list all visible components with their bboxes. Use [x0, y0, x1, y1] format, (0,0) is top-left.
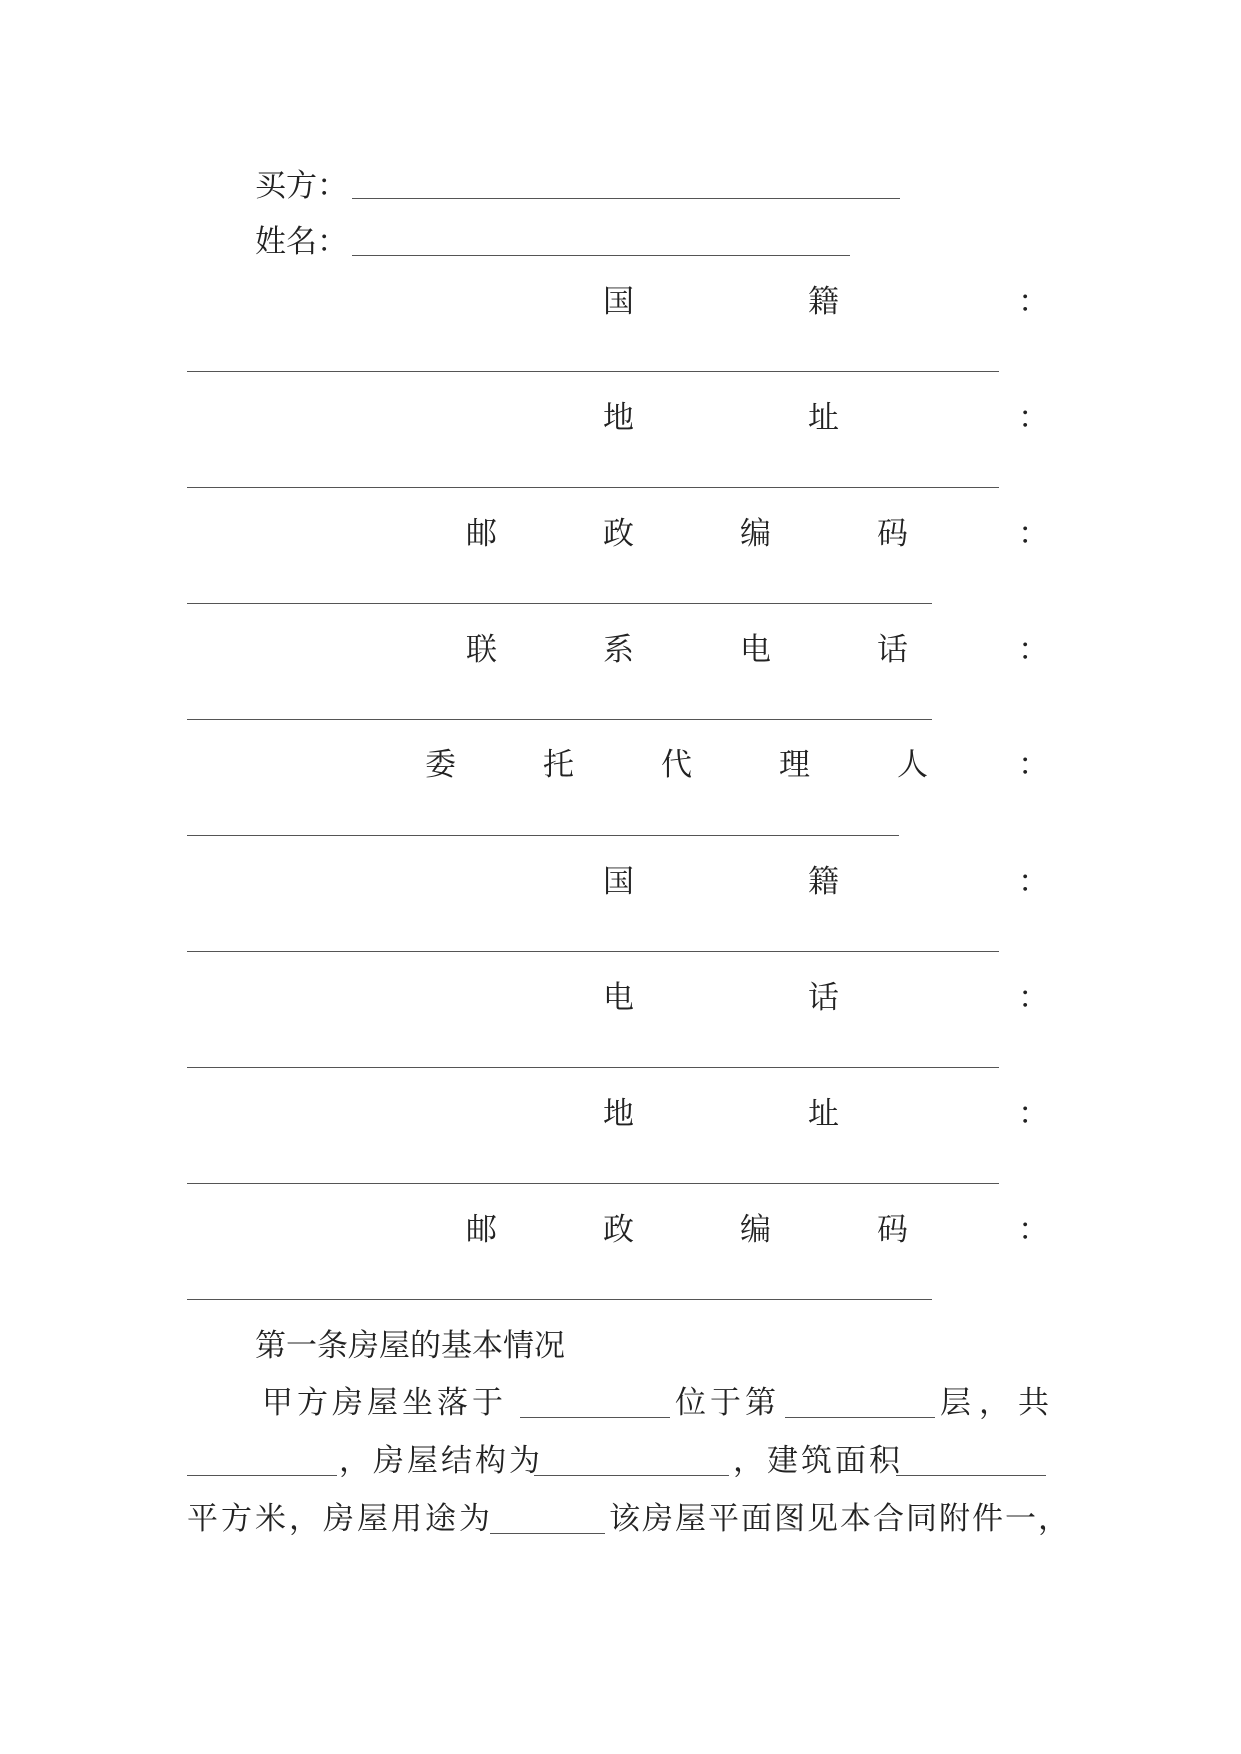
phone-label: [0, 978, 1241, 1018]
phone-label: [0, 630, 1241, 670]
nationality-label: [0, 862, 1241, 902]
label-char: 籍: [808, 864, 839, 900]
phone-blank[interactable]: [187, 719, 932, 720]
name-label: 姓名：: [255, 224, 348, 260]
nationality-blank[interactable]: [187, 951, 999, 952]
nationality-label: [0, 282, 1241, 322]
colon: ：: [1018, 284, 1049, 320]
colon: ：: [1018, 1212, 1049, 1248]
label-char: 代: [661, 747, 692, 783]
article-text: 平方米，房屋用途为: [187, 1501, 493, 1537]
phone-blank[interactable]: [187, 1067, 999, 1068]
label-char: 地: [603, 1096, 634, 1132]
address-label: [0, 1094, 1241, 1134]
label-char: 托: [543, 747, 574, 783]
colon: ：: [1018, 864, 1049, 900]
address-blank[interactable]: [187, 487, 999, 488]
usage-blank[interactable]: [490, 1533, 605, 1534]
label-char: 电: [740, 632, 771, 668]
location-blank[interactable]: [520, 1417, 670, 1418]
label-char: 人: [897, 747, 928, 783]
label-char: 政: [603, 516, 634, 552]
label-char: 电: [603, 980, 634, 1016]
floor-blank[interactable]: [785, 1417, 935, 1418]
label-char: 籍: [808, 284, 839, 320]
label-char: 编: [740, 1212, 771, 1248]
label-char: 理: [779, 747, 810, 783]
label-char: 国: [603, 284, 634, 320]
article-text: 甲方房屋坐落于: [262, 1385, 507, 1421]
agent-blank[interactable]: [187, 835, 899, 836]
postcode-label: [0, 514, 1241, 554]
label-char: 址: [808, 1096, 839, 1132]
label-char: 址: [808, 400, 839, 436]
agent-label: [0, 745, 1241, 785]
colon: ：: [1018, 632, 1049, 668]
label-char: 码: [877, 1212, 908, 1248]
structure-blank[interactable]: [534, 1475, 729, 1476]
label-char: 邮: [466, 1212, 497, 1248]
nationality-blank[interactable]: [187, 371, 999, 372]
label-char: 联: [466, 632, 497, 668]
colon: ：: [1018, 400, 1049, 436]
colon: ：: [1018, 980, 1049, 1016]
article-heading: 第一条房屋的基本情况: [255, 1328, 565, 1364]
name-blank[interactable]: [352, 255, 850, 256]
label-char: 委: [425, 747, 456, 783]
address-label: [0, 398, 1241, 438]
label-char: 话: [877, 632, 908, 668]
address-blank[interactable]: [187, 1183, 999, 1184]
postcode-blank[interactable]: [187, 603, 932, 604]
postcode-blank[interactable]: [187, 1299, 932, 1300]
area-blank[interactable]: [896, 1475, 1046, 1476]
article-text: 层，共: [940, 1385, 1057, 1421]
article-text: 该房屋平面图见本合同附件一，: [609, 1501, 1071, 1537]
total-floors-blank[interactable]: [187, 1475, 337, 1476]
buyer-label: 买方：: [255, 168, 348, 204]
label-char: 政: [603, 1212, 634, 1248]
colon: ：: [1018, 1096, 1049, 1132]
label-char: 系: [603, 632, 634, 668]
label-char: 话: [808, 980, 839, 1016]
colon: ：: [1018, 516, 1049, 552]
label-char: 地: [603, 400, 634, 436]
buyer-blank[interactable]: [352, 198, 900, 199]
label-char: 码: [877, 516, 908, 552]
article-text: ，建筑面积: [733, 1443, 903, 1479]
article-text: ，房屋结构为: [339, 1443, 543, 1479]
label-char: 国: [603, 864, 634, 900]
colon: ：: [1018, 747, 1049, 783]
label-char: 编: [740, 516, 771, 552]
article-text: 位于第: [675, 1385, 780, 1421]
postcode-label: [0, 1210, 1241, 1250]
label-char: 邮: [466, 516, 497, 552]
